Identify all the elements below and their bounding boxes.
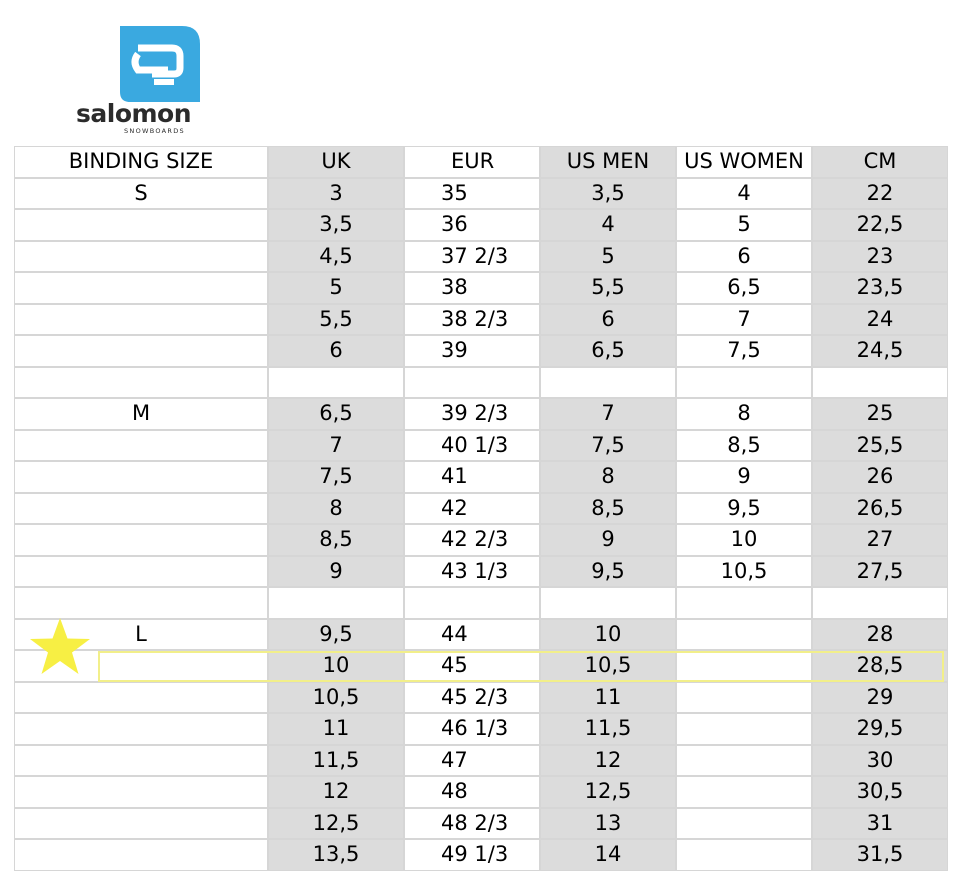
cell-us-men: 7,5 xyxy=(540,430,676,462)
header-row xyxy=(14,146,948,178)
cell-uk: 10,5 xyxy=(268,682,404,714)
cell-eur: 46 1/3 xyxy=(404,713,540,745)
cell-us-men: 14 xyxy=(540,839,676,871)
cell-us-men: 11 xyxy=(540,682,676,714)
cell-cm xyxy=(812,587,948,619)
cell-us-women: 4 xyxy=(676,178,812,210)
cell-us-women: 8 xyxy=(676,398,812,430)
header-eur: EUR xyxy=(404,146,540,178)
cell-us-women xyxy=(676,745,812,777)
cell-us-women xyxy=(676,367,812,399)
cell-eur xyxy=(404,367,540,399)
cell-binding-size: M xyxy=(14,398,268,430)
cell-uk: 13,5 xyxy=(268,839,404,871)
cell-binding-size: L xyxy=(14,619,268,651)
table-row xyxy=(14,430,948,462)
table-row xyxy=(14,398,948,430)
cell-eur: 43 1/3 xyxy=(404,556,540,588)
cell-us-women: 7,5 xyxy=(676,335,812,367)
cell-binding-size xyxy=(14,430,268,462)
highlighted-row-outline xyxy=(98,651,944,682)
table-row xyxy=(14,367,948,399)
cell-us-men xyxy=(540,367,676,399)
cell-eur: 37 2/3 xyxy=(404,241,540,273)
cell-cm: 24,5 xyxy=(812,335,948,367)
cell-cm: 26,5 xyxy=(812,493,948,525)
cell-eur: 49 1/3 xyxy=(404,839,540,871)
cell-us-women: 7 xyxy=(676,304,812,336)
cell-eur: 35 xyxy=(404,178,540,210)
cell-cm: 30 xyxy=(812,745,948,777)
header-binding-size: BINDING SIZE xyxy=(14,146,268,178)
cell-us-women: 9 xyxy=(676,461,812,493)
table-row xyxy=(14,461,948,493)
cell-uk: 6,5 xyxy=(268,398,404,430)
cell-us-men: 5 xyxy=(540,241,676,273)
cell-binding-size xyxy=(14,272,268,304)
cell-us-men: 9 xyxy=(540,524,676,556)
cell-us-men: 4 xyxy=(540,209,676,241)
cell-cm: 28 xyxy=(812,619,948,651)
logo-sub-text: SNOWBOARDS xyxy=(124,127,185,135)
cell-binding-size xyxy=(14,587,268,619)
table-row xyxy=(14,839,948,871)
cell-binding-size xyxy=(14,304,268,336)
cell-eur: 45 2/3 xyxy=(404,682,540,714)
cell-eur: 38 xyxy=(404,272,540,304)
cell-binding-size xyxy=(14,241,268,273)
table-row xyxy=(14,745,948,777)
cell-uk: 12 xyxy=(268,776,404,808)
cell-cm: 31 xyxy=(812,808,948,840)
cell-us-women: 6,5 xyxy=(676,272,812,304)
table-row xyxy=(14,241,948,273)
cell-binding-size xyxy=(14,367,268,399)
table-row xyxy=(14,272,948,304)
cell-binding-size xyxy=(14,682,268,714)
cell-eur: 39 xyxy=(404,335,540,367)
cell-binding-size xyxy=(14,776,268,808)
table-row xyxy=(14,493,948,525)
cell-eur: 38 2/3 xyxy=(404,304,540,336)
cell-eur: 41 xyxy=(404,461,540,493)
table-row xyxy=(14,808,948,840)
cell-binding-size xyxy=(14,209,268,241)
cell-us-women xyxy=(676,808,812,840)
cell-cm: 22,5 xyxy=(812,209,948,241)
cell-us-women: 10 xyxy=(676,524,812,556)
cell-uk: 11,5 xyxy=(268,745,404,777)
cell-cm: 23 xyxy=(812,241,948,273)
cell-us-women: 10,5 xyxy=(676,556,812,588)
cell-eur: 48 xyxy=(404,776,540,808)
cell-us-men: 6,5 xyxy=(540,335,676,367)
cell-us-women xyxy=(676,587,812,619)
table-row xyxy=(14,335,948,367)
cell-us-women xyxy=(676,839,812,871)
cell-cm: 25 xyxy=(812,398,948,430)
cell-cm: 28,5 xyxy=(812,650,948,682)
cell-eur: 36 xyxy=(404,209,540,241)
cell-us-men: 5,5 xyxy=(540,272,676,304)
cell-us-men: 9,5 xyxy=(540,556,676,588)
cell-uk: 6 xyxy=(268,335,404,367)
cell-us-men xyxy=(540,587,676,619)
cell-uk: 5,5 xyxy=(268,304,404,336)
table-row xyxy=(14,587,948,619)
header-us-women: US WOMEN xyxy=(676,146,812,178)
cell-us-men: 13 xyxy=(540,808,676,840)
cell-uk: 10 xyxy=(268,650,404,682)
cell-uk xyxy=(268,367,404,399)
cell-uk: 5 xyxy=(268,272,404,304)
cell-binding-size xyxy=(14,556,268,588)
cell-uk: 7,5 xyxy=(268,461,404,493)
cell-us-men: 10,5 xyxy=(540,650,676,682)
table-row xyxy=(14,304,948,336)
cell-uk: 9 xyxy=(268,556,404,588)
cell-uk: 3,5 xyxy=(268,209,404,241)
cell-eur: 42 2/3 xyxy=(404,524,540,556)
cell-binding-size xyxy=(14,713,268,745)
table-row xyxy=(14,619,948,651)
cell-eur: 40 1/3 xyxy=(404,430,540,462)
cell-us-women: 8,5 xyxy=(676,430,812,462)
cell-us-men: 11,5 xyxy=(540,713,676,745)
cell-cm xyxy=(812,367,948,399)
cell-cm: 26 xyxy=(812,461,948,493)
cell-uk: 12,5 xyxy=(268,808,404,840)
cell-cm: 31,5 xyxy=(812,839,948,871)
cell-eur: 42 xyxy=(404,493,540,525)
table-row xyxy=(14,209,948,241)
table-row xyxy=(14,776,948,808)
cell-uk: 4,5 xyxy=(268,241,404,273)
cell-us-women xyxy=(676,713,812,745)
cell-cm: 27 xyxy=(812,524,948,556)
cell-eur: 39 2/3 xyxy=(404,398,540,430)
star-icon xyxy=(28,616,92,676)
cell-eur: 48 2/3 xyxy=(404,808,540,840)
table-row xyxy=(14,524,948,556)
cell-uk: 3 xyxy=(268,178,404,210)
cell-cm: 27,5 xyxy=(812,556,948,588)
cell-binding-size xyxy=(14,808,268,840)
cell-us-women: 5 xyxy=(676,209,812,241)
cell-us-men: 12 xyxy=(540,745,676,777)
cell-binding-size xyxy=(14,335,268,367)
cell-us-women xyxy=(676,776,812,808)
cell-us-men: 3,5 xyxy=(540,178,676,210)
cell-binding-size xyxy=(14,745,268,777)
cell-binding-size xyxy=(14,493,268,525)
salomon-logo xyxy=(76,24,208,136)
cell-binding-size xyxy=(14,524,268,556)
table-row xyxy=(14,556,948,588)
cell-cm: 23,5 xyxy=(812,272,948,304)
table-row xyxy=(14,178,948,210)
cell-us-men: 7 xyxy=(540,398,676,430)
table-row xyxy=(14,713,948,745)
cell-cm: 24 xyxy=(812,304,948,336)
cell-cm: 29 xyxy=(812,682,948,714)
header-uk: UK xyxy=(268,146,404,178)
cell-us-women: 6 xyxy=(676,241,812,273)
cell-binding-size xyxy=(14,461,268,493)
cell-binding-size xyxy=(14,839,268,871)
header-us-men: US MEN xyxy=(540,146,676,178)
cell-cm: 25,5 xyxy=(812,430,948,462)
cell-cm: 22 xyxy=(812,178,948,210)
cell-us-women: 9,5 xyxy=(676,493,812,525)
cell-uk: 8,5 xyxy=(268,524,404,556)
cell-eur: 45 xyxy=(404,650,540,682)
cell-uk: 9,5 xyxy=(268,619,404,651)
cell-us-men: 6 xyxy=(540,304,676,336)
size-chart-table xyxy=(14,146,948,871)
cell-binding-size: S xyxy=(14,178,268,210)
cell-uk: 8 xyxy=(268,493,404,525)
cell-eur: 44 xyxy=(404,619,540,651)
logo-brand-text: salomon xyxy=(76,99,192,128)
cell-us-men: 10 xyxy=(540,619,676,651)
cell-cm: 29,5 xyxy=(812,713,948,745)
cell-eur xyxy=(404,587,540,619)
cell-us-men: 12,5 xyxy=(540,776,676,808)
cell-us-women xyxy=(676,619,812,651)
cell-uk: 11 xyxy=(268,713,404,745)
cell-eur: 47 xyxy=(404,745,540,777)
cell-us-men: 8 xyxy=(540,461,676,493)
cell-us-men: 8,5 xyxy=(540,493,676,525)
cell-us-women xyxy=(676,682,812,714)
cell-cm: 30,5 xyxy=(812,776,948,808)
cell-uk: 7 xyxy=(268,430,404,462)
table-row xyxy=(14,682,948,714)
header-cm: CM xyxy=(812,146,948,178)
cell-uk xyxy=(268,587,404,619)
